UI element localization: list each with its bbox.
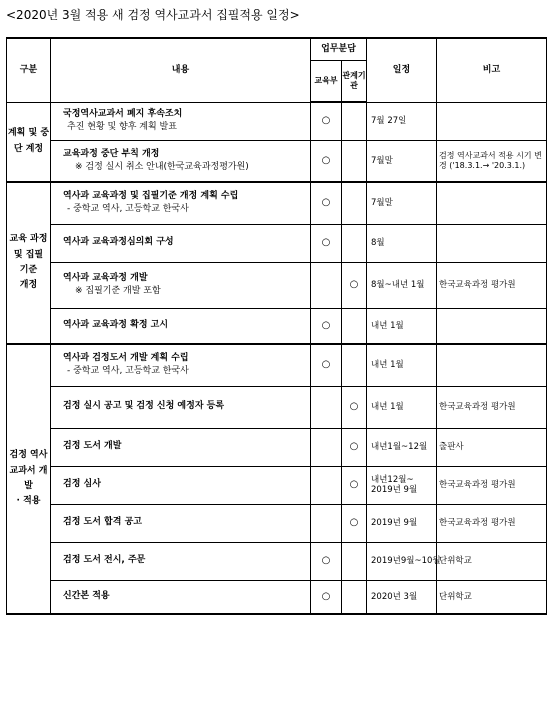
content-main: 역사과 교육과정 및 집필기준 개정 계획 수립 (63, 191, 239, 202)
remarks-cell (437, 182, 547, 224)
remarks-cell: 한국교육과정 평가원 (437, 466, 547, 504)
remarks-cell: 출판사 (437, 428, 547, 466)
content-detail: - 중학교 역사, 고등학교 한국사 (67, 204, 189, 215)
related-mark: ○ (342, 504, 367, 542)
content-main: 역사과 교육과정심의회 구성 (63, 237, 174, 248)
content-main: 교육과정 중단 부칙 개정 (63, 148, 160, 159)
schedule-cell: 8월 (367, 224, 437, 262)
ministry-mark (311, 262, 342, 308)
content-detail: - 중학교 역사, 고등학교 한국사 (67, 366, 189, 377)
remarks-cell: 한국교육과정 평가원 (437, 504, 547, 542)
content-cell (51, 580, 311, 614)
remarks-cell (437, 344, 547, 386)
related-mark (342, 102, 367, 140)
group-label-line: 및 집필 (13, 249, 44, 260)
remarks-cell: 검정 역사교과서 적용 시기 변경 ('18.3.1.→ '20.3.1.) (437, 140, 547, 182)
related-mark: ○ (342, 386, 367, 428)
remarks-cell (437, 308, 547, 344)
table-row (7, 344, 547, 386)
content-cell (51, 308, 311, 344)
related-mark: ○ (342, 466, 367, 504)
table-row (7, 580, 547, 614)
table-row (7, 182, 547, 224)
related-mark (342, 580, 367, 614)
ministry-mark: ○ (311, 580, 342, 614)
ministry-mark (311, 466, 342, 504)
remarks-cell: 단위학교 (437, 542, 547, 580)
group-label (7, 102, 51, 182)
related-mark (342, 140, 367, 182)
content-detail: 추진 현황 및 향후 계획 발표 (67, 122, 177, 132)
content-main: 검정 실시 공고 및 검정 신청 예정자 등록 (63, 401, 225, 412)
header-content: 내용 (51, 38, 311, 102)
ministry-mark: ○ (311, 102, 342, 140)
content-main: 국정역사교과서 폐지 후속조치 (63, 108, 183, 119)
header-related: 관계기관 (342, 60, 367, 102)
table-row (7, 308, 547, 344)
page-title: <2020년 3월 적용 새 검정 역사교과서 집필적용 일정> (6, 8, 300, 22)
schedule-cell: 7월말 (367, 140, 437, 182)
content-cell (51, 262, 311, 308)
content-main: 역사과 교육과정 개발 (63, 272, 148, 283)
related-mark (342, 542, 367, 580)
related-mark (342, 224, 367, 262)
table-row (7, 140, 547, 182)
ministry-mark (311, 386, 342, 428)
table-row (7, 466, 547, 504)
schedule-cell: 2019년 9월 (367, 504, 437, 542)
ministry-mark: ○ (311, 140, 342, 182)
content-cell (51, 344, 311, 386)
related-mark: ○ (342, 262, 367, 308)
related-mark (342, 344, 367, 386)
group-label-line: 검정 역사 (9, 450, 48, 461)
content-cell (51, 504, 311, 542)
schedule-cell: 내년1월~12월 (367, 428, 437, 466)
schedule-cell: 2019년9월~10월 (367, 542, 437, 580)
schedule-table (6, 37, 547, 615)
content-main: 검정 도서 합격 공고 (63, 517, 142, 528)
header-remarks: 비고 (437, 38, 547, 102)
content-cell (51, 542, 311, 580)
content-main: 신간본 적용 (63, 591, 110, 602)
table-row (7, 386, 547, 428)
content-cell (51, 102, 311, 140)
schedule-cell: 7월 27일 (367, 102, 437, 140)
content-main: 역사과 교육과정 확정 고시 (63, 320, 169, 331)
content-cell (51, 466, 311, 504)
group-label-line: 교과서 개발 (9, 465, 48, 491)
ministry-mark (311, 504, 342, 542)
content-cell (51, 224, 311, 262)
remarks-cell: 단위학교 (437, 580, 547, 614)
table-row (7, 262, 547, 308)
content-main: 검정 심사 (63, 479, 101, 490)
content-detail: ※ 검정 실시 취소 안내(한국교육과정평가원) (75, 161, 249, 172)
schedule-cell: 내년12월~ 2019년 9월 (367, 466, 437, 504)
group-label-line: 교육 과정 (9, 234, 48, 245)
schedule-cell: 내년 1월 (367, 386, 437, 428)
ministry-mark: ○ (311, 182, 342, 224)
group-label (7, 344, 51, 614)
remarks-cell (437, 102, 547, 140)
table-row (7, 428, 547, 466)
remarks-cell: 한국교육과정 평가원 (437, 386, 547, 428)
table-row (7, 224, 547, 262)
header-schedule: 일정 (367, 38, 437, 102)
schedule-cell: 내년 1월 (367, 308, 437, 344)
related-mark: ○ (342, 428, 367, 466)
table-row (7, 542, 547, 580)
content-cell (51, 428, 311, 466)
related-mark (342, 308, 367, 344)
ministry-mark: ○ (311, 542, 342, 580)
ministry-mark: ○ (311, 224, 342, 262)
header-roles: 업무분담 (311, 38, 367, 60)
group-label-line: 기준 (19, 265, 38, 275)
schedule-cell: 2020년 3월 (367, 580, 437, 614)
schedule-cell: 8월~내년 1월 (367, 262, 437, 308)
content-main: 검정 도서 개발 (63, 441, 122, 452)
ministry-mark (311, 428, 342, 466)
ministry-mark: ○ (311, 344, 342, 386)
content-main: 검정 도서 전시, 주문 (63, 555, 146, 566)
header-category: 구분 (7, 38, 51, 102)
ministry-mark: ○ (311, 308, 342, 344)
remarks-cell: 한국교육과정 평가원 (437, 262, 547, 308)
content-cell (51, 140, 311, 182)
content-detail: ※ 집필기준 개발 포함 (75, 286, 161, 296)
content-main: 역사과 검정도서 개발 계획 수립 (63, 353, 189, 364)
group-label-line: · 적용 (16, 496, 41, 507)
group-label-line: 개정 (19, 280, 38, 291)
table-row (7, 504, 547, 542)
table-row (7, 102, 547, 140)
schedule-cell: 내년 1월 (367, 344, 437, 386)
remarks-cell (437, 224, 547, 262)
related-mark (342, 182, 367, 224)
content-cell (51, 182, 311, 224)
group-label (7, 182, 51, 344)
header-ministry: 교육부 (311, 60, 342, 102)
group-label-line: 계획 및 중단 계정 (7, 128, 50, 154)
schedule-cell: 7월말 (367, 182, 437, 224)
content-cell (51, 386, 311, 428)
